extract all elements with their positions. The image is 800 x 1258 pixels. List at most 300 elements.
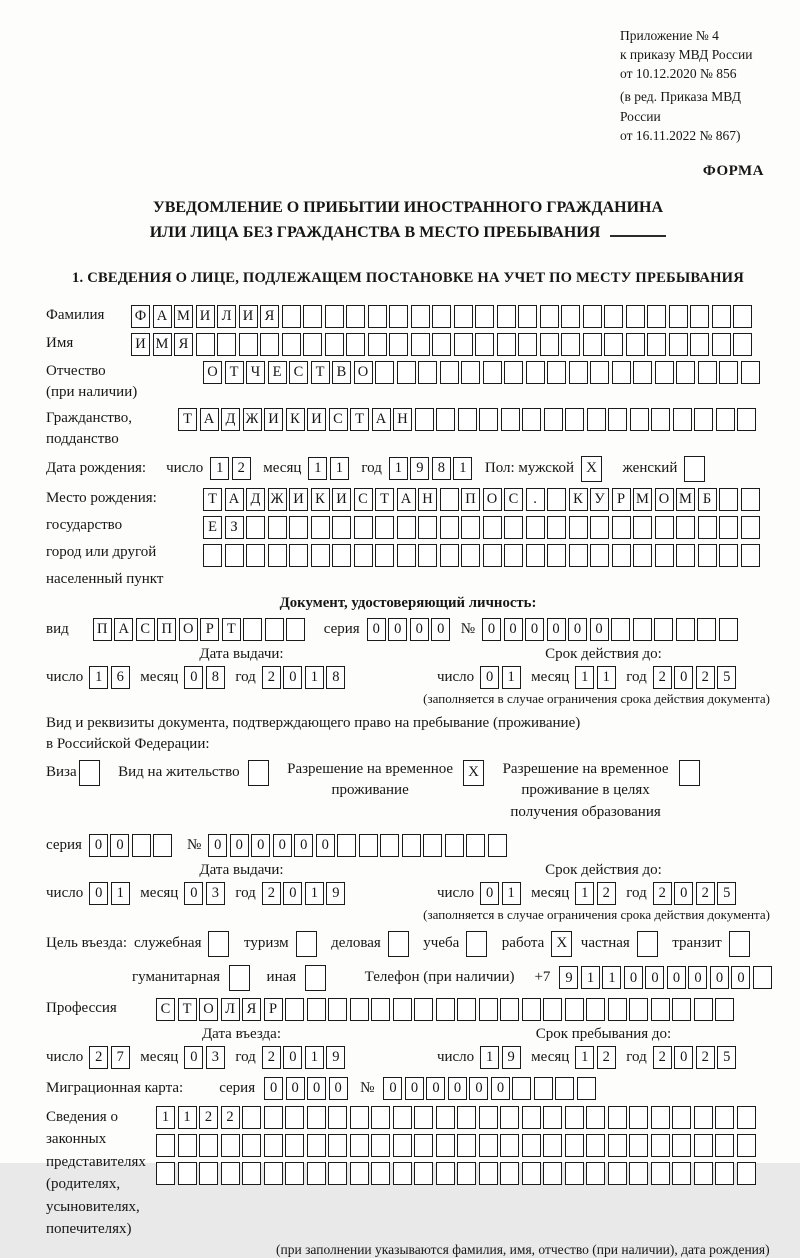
representatives-line1-field-cell[interactable] [457, 1106, 476, 1129]
representatives-line1-field-cell[interactable] [694, 1106, 713, 1129]
birth-place-line1-field-cell[interactable]: Р [612, 488, 631, 511]
citizenship-field-cell[interactable] [608, 408, 627, 431]
birth-place-line3-field-cell[interactable] [289, 544, 308, 567]
birth-place-line1-field-cell[interactable]: Д [246, 488, 265, 511]
profession-field-cell[interactable]: С [156, 998, 175, 1021]
visa-checkbox-cell[interactable] [79, 760, 100, 786]
representatives-line3-field-cell[interactable] [221, 1162, 240, 1185]
res-series-field-cell[interactable]: 0 [89, 834, 108, 857]
patronymic-field-cell[interactable]: С [289, 361, 308, 384]
purpose-tourism-checkbox[interactable] [296, 931, 320, 957]
patronymic-field-cell[interactable] [397, 361, 416, 384]
birth-place-line1-field-cell[interactable]: И [332, 488, 351, 511]
res-valid-day-field-cell[interactable]: 0 [480, 882, 499, 905]
birth-place-line2-field-cell[interactable] [741, 516, 760, 539]
id-valid-month-field-cell[interactable]: 1 [575, 666, 594, 689]
birth-place-line3-field-cell[interactable] [569, 544, 588, 567]
representatives-line3-field-cell[interactable] [629, 1162, 648, 1185]
patronymic-field-cell[interactable] [655, 361, 674, 384]
surname-field-cell[interactable] [475, 305, 494, 328]
representatives-line1-field-cell[interactable]: 2 [199, 1106, 218, 1129]
birth-place-line2-field-cell[interactable] [633, 516, 652, 539]
citizenship-field-cell[interactable]: А [372, 408, 391, 431]
representatives-line1-field-cell[interactable]: 2 [221, 1106, 240, 1129]
citizenship-field-cell[interactable] [587, 408, 606, 431]
name-field-cell[interactable] [217, 333, 236, 356]
entry-day-field-cell[interactable]: 2 [89, 1046, 108, 1069]
birth-place-line2-field-cell[interactable] [289, 516, 308, 539]
edu-permit-checkbox[interactable] [679, 760, 703, 786]
birth-place-line1-field-cell[interactable] [741, 488, 760, 511]
birth-place-line2-field-cell[interactable] [719, 516, 738, 539]
birth-year-field-cell[interactable]: 9 [410, 457, 429, 480]
purpose-transit-checkbox[interactable] [729, 931, 753, 957]
birth-place-line3-field-cell[interactable] [268, 544, 287, 567]
representatives-line3-field-cell[interactable] [199, 1162, 218, 1185]
stay-day-field[interactable] [480, 1046, 523, 1069]
doc-kind-field-cell[interactable]: П [93, 618, 112, 641]
birth-place-line2-field-cell[interactable] [375, 516, 394, 539]
representatives-line2-field-cell[interactable] [457, 1134, 476, 1157]
profession-field-cell[interactable] [651, 998, 670, 1021]
doc-kind-field-cell[interactable]: Т [222, 618, 241, 641]
name-field-cell[interactable] [712, 333, 731, 356]
mig-number-field-cell[interactable] [512, 1077, 531, 1100]
doc-number-field-cell[interactable]: 0 [482, 618, 501, 641]
representatives-line1-field-cell[interactable] [737, 1106, 756, 1129]
res-valid-year-field[interactable] [653, 882, 739, 905]
representatives-line1-field-cell[interactable] [307, 1106, 326, 1129]
phone-field-cell[interactable]: 0 [688, 966, 707, 989]
profession-field-cell[interactable] [629, 998, 648, 1021]
id-issue-year-field-cell[interactable]: 1 [305, 666, 324, 689]
birth-place-line2-field-cell[interactable]: З [225, 516, 244, 539]
representatives-line3-field[interactable] [156, 1162, 770, 1185]
birth-place-line3-field-cell[interactable] [397, 544, 416, 567]
surname-field-cell[interactable] [346, 305, 365, 328]
entry-year-field-cell[interactable]: 0 [283, 1046, 302, 1069]
patronymic-field[interactable] [203, 361, 762, 384]
res-issue-month-field[interactable] [184, 882, 227, 905]
citizenship-field-cell[interactable] [737, 408, 756, 431]
name-field-cell[interactable] [282, 333, 301, 356]
patronymic-field-cell[interactable] [440, 361, 459, 384]
representatives-line3-field-cell[interactable] [178, 1162, 197, 1185]
birth-place-line3-field-cell[interactable] [655, 544, 674, 567]
sex-female-checkbox-cell[interactable] [684, 456, 705, 482]
name-field-cell[interactable] [411, 333, 430, 356]
profession-field-cell[interactable] [522, 998, 541, 1021]
mig-number-field[interactable] [383, 1077, 598, 1100]
sex-male-checkbox[interactable] [581, 456, 605, 482]
purpose-humanitarian-checkbox[interactable] [229, 965, 253, 991]
res-number-field-cell[interactable]: 0 [230, 834, 249, 857]
surname-field-cell[interactable] [647, 305, 666, 328]
res-valid-year-field-cell[interactable]: 5 [717, 882, 736, 905]
doc-number-field-cell[interactable]: 0 [525, 618, 544, 641]
representatives-line1-field-cell[interactable] [350, 1106, 369, 1129]
profession-field-cell[interactable] [586, 998, 605, 1021]
name-field-cell[interactable] [497, 333, 516, 356]
profession-field-cell[interactable] [543, 998, 562, 1021]
id-valid-day-field-cell[interactable]: 0 [480, 666, 499, 689]
birth-place-line2-field-cell[interactable] [569, 516, 588, 539]
doc-number-field-cell[interactable]: 0 [568, 618, 587, 641]
birth-place-line3-field-cell[interactable] [612, 544, 631, 567]
surname-field-cell[interactable] [669, 305, 688, 328]
patronymic-field-cell[interactable] [526, 361, 545, 384]
birth-place-line1-field[interactable] [203, 488, 762, 511]
res-number-field-cell[interactable]: 0 [251, 834, 270, 857]
patronymic-field-cell[interactable] [676, 361, 695, 384]
stay-month-field-cell[interactable]: 2 [597, 1046, 616, 1069]
res-number-field-cell[interactable]: 0 [273, 834, 292, 857]
birth-place-line3-field-cell[interactable] [354, 544, 373, 567]
profession-field-cell[interactable] [436, 998, 455, 1021]
representatives-line1-field-cell[interactable] [500, 1106, 519, 1129]
representatives-line1-field[interactable] [156, 1106, 770, 1129]
res-number-field-cell[interactable]: 0 [316, 834, 335, 857]
citizenship-field-cell[interactable] [716, 408, 735, 431]
res-number-field-cell[interactable] [380, 834, 399, 857]
birth-place-line3-field-cell[interactable] [526, 544, 545, 567]
name-field-cell[interactable] [583, 333, 602, 356]
surname-field-cell[interactable] [368, 305, 387, 328]
name-field-cell[interactable] [561, 333, 580, 356]
name-field[interactable] [131, 333, 755, 356]
representatives-line3-field-cell[interactable] [608, 1162, 627, 1185]
mig-number-field-cell[interactable]: 0 [405, 1077, 424, 1100]
surname-field-cell[interactable]: М [174, 305, 193, 328]
id-valid-year-field-cell[interactable]: 5 [717, 666, 736, 689]
profession-field-cell[interactable]: Р [264, 998, 283, 1021]
citizenship-field-cell[interactable]: И [307, 408, 326, 431]
name-field-cell[interactable] [733, 333, 752, 356]
id-valid-day-field[interactable] [480, 666, 523, 689]
mig-number-field-cell[interactable]: 0 [491, 1077, 510, 1100]
representatives-line2-field-cell[interactable] [199, 1134, 218, 1157]
sex-female-checkbox[interactable] [684, 456, 708, 482]
res-valid-year-field-cell[interactable]: 0 [674, 882, 693, 905]
surname-field-cell[interactable] [282, 305, 301, 328]
birth-place-line3-field-cell[interactable] [311, 544, 330, 567]
birth-place-line1-field-cell[interactable]: М [633, 488, 652, 511]
surname-field-cell[interactable] [303, 305, 322, 328]
citizenship-field[interactable] [178, 408, 759, 431]
name-field-cell[interactable] [454, 333, 473, 356]
birth-place-line1-field-cell[interactable]: А [397, 488, 416, 511]
representatives-line1-field-cell[interactable] [586, 1106, 605, 1129]
birth-place-line3-field-cell[interactable] [633, 544, 652, 567]
birth-place-line2-field-cell[interactable] [418, 516, 437, 539]
representatives-line2-field-cell[interactable] [156, 1134, 175, 1157]
res-number-field-cell[interactable] [445, 834, 464, 857]
patronymic-field-cell[interactable] [719, 361, 738, 384]
representatives-line2-field-cell[interactable] [543, 1134, 562, 1157]
birth-place-line1-field-cell[interactable]: Т [375, 488, 394, 511]
profession-field-cell[interactable] [500, 998, 519, 1021]
name-field-cell[interactable]: Я [174, 333, 193, 356]
birth-month-field[interactable] [308, 457, 351, 480]
birth-place-line2-field-cell[interactable] [268, 516, 287, 539]
res-valid-month-field-cell[interactable]: 2 [597, 882, 616, 905]
res-valid-month-field[interactable] [575, 882, 618, 905]
visa-checkbox[interactable] [79, 760, 103, 786]
res-number-field-cell[interactable]: 0 [294, 834, 313, 857]
birth-place-line2-field-cell[interactable] [440, 516, 459, 539]
purpose-private-checkbox[interactable] [637, 931, 661, 957]
representatives-line3-field-cell[interactable] [651, 1162, 670, 1185]
surname-field-cell[interactable] [604, 305, 623, 328]
surname-field-cell[interactable] [733, 305, 752, 328]
birth-place-line3-field-cell[interactable] [483, 544, 502, 567]
representatives-line2-field-cell[interactable] [672, 1134, 691, 1157]
profession-field-cell[interactable] [565, 998, 584, 1021]
purpose-study-checkbox-cell[interactable] [466, 931, 487, 957]
citizenship-field-cell[interactable]: Д [221, 408, 240, 431]
birth-place-line1-field-cell[interactable]: К [569, 488, 588, 511]
res-issue-year-field[interactable] [262, 882, 348, 905]
surname-field-cell[interactable] [690, 305, 709, 328]
mig-series-field-cell[interactable]: 0 [264, 1077, 283, 1100]
doc-kind-field-cell[interactable] [243, 618, 262, 641]
representatives-line1-field-cell[interactable] [672, 1106, 691, 1129]
name-field-cell[interactable] [239, 333, 258, 356]
surname-field-cell[interactable]: И [196, 305, 215, 328]
representatives-line3-field-cell[interactable] [156, 1162, 175, 1185]
res-valid-year-field-cell[interactable]: 2 [653, 882, 672, 905]
res-number-field-cell[interactable] [466, 834, 485, 857]
representatives-line2-field-cell[interactable] [328, 1134, 347, 1157]
patronymic-field-cell[interactable]: Ч [246, 361, 265, 384]
citizenship-field-cell[interactable] [544, 408, 563, 431]
id-valid-month-field[interactable] [575, 666, 618, 689]
patronymic-field-cell[interactable]: Т [311, 361, 330, 384]
profession-field-cell[interactable] [608, 998, 627, 1021]
birth-year-field-cell[interactable]: 8 [432, 457, 451, 480]
phone-field[interactable] [559, 966, 774, 989]
representatives-line3-field-cell[interactable] [522, 1162, 541, 1185]
surname-field-cell[interactable]: Л [217, 305, 236, 328]
birth-place-line2-field-cell[interactable] [461, 516, 480, 539]
phone-field-cell[interactable]: 0 [667, 966, 686, 989]
doc-number-field-cell[interactable] [611, 618, 630, 641]
profession-field-cell[interactable] [672, 998, 691, 1021]
representatives-line1-field-cell[interactable] [608, 1106, 627, 1129]
birth-place-line1-field-cell[interactable]: Б [698, 488, 717, 511]
surname-field-cell[interactable] [432, 305, 451, 328]
birth-place-line3-field-cell[interactable] [698, 544, 717, 567]
birth-place-line3-field-cell[interactable] [719, 544, 738, 567]
id-valid-day-field-cell[interactable]: 1 [502, 666, 521, 689]
representatives-line2-field-cell[interactable] [178, 1134, 197, 1157]
res-issue-month-field-cell[interactable]: 3 [206, 882, 225, 905]
birth-year-field[interactable] [389, 457, 475, 480]
patronymic-field-cell[interactable] [418, 361, 437, 384]
birth-place-line2-field-cell[interactable] [354, 516, 373, 539]
id-issue-month-field-cell[interactable]: 0 [184, 666, 203, 689]
birth-place-line3-field-cell[interactable] [504, 544, 523, 567]
representatives-line1-field-cell[interactable] [371, 1106, 390, 1129]
birth-place-line3-field-cell[interactable] [440, 544, 459, 567]
surname-field-cell[interactable]: Я [260, 305, 279, 328]
patronymic-field-cell[interactable] [698, 361, 717, 384]
birth-place-line2-field-cell[interactable] [483, 516, 502, 539]
name-field-cell[interactable] [540, 333, 559, 356]
doc-series-field-cell[interactable]: 0 [431, 618, 450, 641]
profession-field-cell[interactable] [694, 998, 713, 1021]
representatives-line2-field-cell[interactable] [737, 1134, 756, 1157]
surname-field-cell[interactable] [561, 305, 580, 328]
purpose-other-checkbox-cell[interactable] [305, 965, 326, 991]
id-issue-day-field[interactable] [89, 666, 132, 689]
name-field-cell[interactable] [432, 333, 451, 356]
birth-place-line3-field-cell[interactable] [741, 544, 760, 567]
id-issue-year-field-cell[interactable]: 0 [283, 666, 302, 689]
id-valid-year-field[interactable] [653, 666, 739, 689]
name-field-cell[interactable] [690, 333, 709, 356]
representatives-line1-field-cell[interactable] [414, 1106, 433, 1129]
edu-permit-checkbox-cell[interactable] [679, 760, 700, 786]
profession-field-cell[interactable] [479, 998, 498, 1021]
entry-month-field-cell[interactable]: 3 [206, 1046, 225, 1069]
profession-field-cell[interactable]: Я [242, 998, 261, 1021]
citizenship-field-cell[interactable] [651, 408, 670, 431]
name-field-cell[interactable] [669, 333, 688, 356]
doc-kind-field-cell[interactable]: А [114, 618, 133, 641]
representatives-line2-field-cell[interactable] [242, 1134, 261, 1157]
phone-field-cell[interactable]: 1 [602, 966, 621, 989]
phone-field-cell[interactable]: 0 [645, 966, 664, 989]
temp-permit-checkbox[interactable] [463, 760, 487, 786]
birth-place-line1-field-cell[interactable]: У [590, 488, 609, 511]
birth-place-line1-field-cell[interactable]: С [354, 488, 373, 511]
name-field-cell[interactable] [260, 333, 279, 356]
doc-number-field-cell[interactable] [633, 618, 652, 641]
stay-day-field-cell[interactable]: 1 [480, 1046, 499, 1069]
res-issue-day-field-cell[interactable]: 0 [89, 882, 108, 905]
citizenship-field-cell[interactable]: Н [393, 408, 412, 431]
representatives-line3-field-cell[interactable] [414, 1162, 433, 1185]
purpose-official-checkbox[interactable] [208, 931, 232, 957]
birth-place-line3-field[interactable] [203, 544, 762, 567]
res-number-field[interactable] [208, 834, 509, 857]
patronymic-field-cell[interactable] [504, 361, 523, 384]
profession-field-cell[interactable]: О [199, 998, 218, 1021]
doc-kind-field-cell[interactable]: С [136, 618, 155, 641]
doc-number-field-cell[interactable]: 0 [590, 618, 609, 641]
name-field-cell[interactable] [325, 333, 344, 356]
sex-male-checkbox-cell[interactable]: X [581, 456, 602, 482]
representatives-line2-field-cell[interactable] [436, 1134, 455, 1157]
res-series-field-cell[interactable] [153, 834, 172, 857]
phone-field-cell[interactable]: 9 [559, 966, 578, 989]
purpose-work-checkbox-cell[interactable]: X [551, 931, 572, 957]
surname-field-cell[interactable]: А [153, 305, 172, 328]
patronymic-field-cell[interactable]: О [203, 361, 222, 384]
stay-year-field-cell[interactable]: 0 [674, 1046, 693, 1069]
citizenship-field-cell[interactable] [415, 408, 434, 431]
phone-field-cell[interactable]: 0 [624, 966, 643, 989]
citizenship-field-cell[interactable]: К [286, 408, 305, 431]
entry-year-field-cell[interactable]: 2 [262, 1046, 281, 1069]
representatives-line2-field-cell[interactable] [371, 1134, 390, 1157]
res-valid-year-field-cell[interactable]: 2 [696, 882, 715, 905]
patronymic-field-cell[interactable]: В [332, 361, 351, 384]
mig-number-field-cell[interactable] [534, 1077, 553, 1100]
birth-place-line2-field[interactable] [203, 516, 762, 539]
doc-series-field[interactable] [367, 618, 453, 641]
representatives-line2-field-cell[interactable] [715, 1134, 734, 1157]
representatives-line1-field-cell[interactable] [543, 1106, 562, 1129]
phone-field-cell[interactable] [753, 966, 772, 989]
representatives-line1-field-cell[interactable]: 1 [156, 1106, 175, 1129]
representatives-line3-field-cell[interactable] [543, 1162, 562, 1185]
profession-field-cell[interactable] [715, 998, 734, 1021]
res-issue-year-field-cell[interactable]: 9 [326, 882, 345, 905]
surname-field-cell[interactable] [454, 305, 473, 328]
res-number-field-cell[interactable] [423, 834, 442, 857]
id-issue-year-field-cell[interactable]: 8 [326, 666, 345, 689]
representatives-line3-field-cell[interactable] [715, 1162, 734, 1185]
profession-field-cell[interactable] [371, 998, 390, 1021]
representatives-line3-field-cell[interactable] [672, 1162, 691, 1185]
res-valid-month-field-cell[interactable]: 1 [575, 882, 594, 905]
citizenship-field-cell[interactable] [673, 408, 692, 431]
purpose-business-checkbox-cell[interactable] [388, 931, 409, 957]
patronymic-field-cell[interactable] [461, 361, 480, 384]
birth-place-line3-field-cell[interactable] [375, 544, 394, 567]
doc-number-field-cell[interactable] [697, 618, 716, 641]
id-valid-year-field-cell[interactable]: 2 [696, 666, 715, 689]
birth-place-line2-field-cell[interactable] [655, 516, 674, 539]
birth-year-field-cell[interactable]: 1 [453, 457, 472, 480]
profession-field-cell[interactable] [457, 998, 476, 1021]
mig-number-field-cell[interactable] [577, 1077, 596, 1100]
birth-place-line2-field-cell[interactable] [676, 516, 695, 539]
phone-field-cell[interactable]: 0 [731, 966, 750, 989]
entry-year-field[interactable] [262, 1046, 348, 1069]
name-field-cell[interactable] [346, 333, 365, 356]
birth-place-line1-field-cell[interactable]: М [676, 488, 695, 511]
representatives-line3-field-cell[interactable] [737, 1162, 756, 1185]
patronymic-field-cell[interactable] [741, 361, 760, 384]
res-number-field-cell[interactable] [402, 834, 421, 857]
citizenship-field-cell[interactable] [479, 408, 498, 431]
stay-month-field[interactable] [575, 1046, 618, 1069]
birth-place-line2-field-cell[interactable] [311, 516, 330, 539]
representatives-line2-field-cell[interactable] [694, 1134, 713, 1157]
doc-number-field-cell[interactable] [719, 618, 738, 641]
citizenship-field-cell[interactable] [630, 408, 649, 431]
patronymic-field-cell[interactable]: Е [268, 361, 287, 384]
representatives-line3-field-cell[interactable] [436, 1162, 455, 1185]
name-field-cell[interactable] [626, 333, 645, 356]
stay-year-field-cell[interactable]: 5 [717, 1046, 736, 1069]
representatives-line2-field-cell[interactable] [586, 1134, 605, 1157]
representatives-line2-field-cell[interactable] [350, 1134, 369, 1157]
id-issue-year-field[interactable] [262, 666, 348, 689]
mig-number-field-cell[interactable]: 0 [448, 1077, 467, 1100]
birth-place-line1-field-cell[interactable]: К [311, 488, 330, 511]
doc-number-field[interactable] [482, 618, 740, 641]
name-field-cell[interactable] [475, 333, 494, 356]
profession-field-cell[interactable] [285, 998, 304, 1021]
representatives-line2-field-cell[interactable] [414, 1134, 433, 1157]
birth-place-line2-field-cell[interactable] [504, 516, 523, 539]
representatives-line1-field-cell[interactable] [393, 1106, 412, 1129]
birth-place-line1-field-cell[interactable]: И [289, 488, 308, 511]
